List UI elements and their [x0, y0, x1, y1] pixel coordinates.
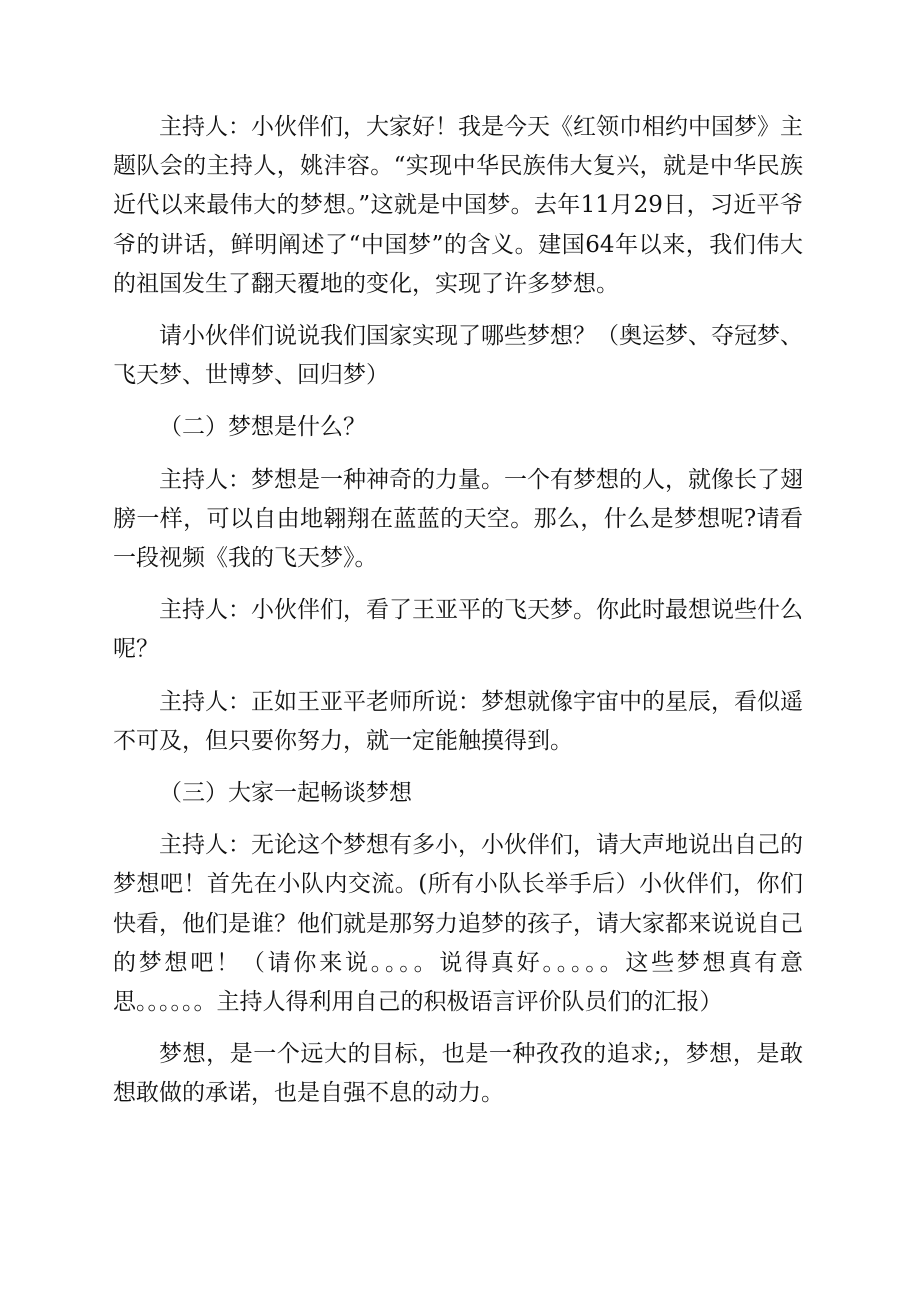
paragraph-dream-definition: 梦想，是一个远大的目标，也是一种孜孜的追求;，梦想，是敢想敢做的承诺，也是自强不息的动力。	[113, 1041, 803, 1107]
paragraph-host-share: 主持人：无论这个梦想有多小，小伙伴们，请大声地说出自己的梦想吧！首先在小队内交流。(所有小队长举手后）小伙伴们，你们快看，他们是谁？他们就是那努力追梦的孩子，请大家都来说说自己的梦想吧！（请你来说。。。。说得真好。。。。。这些梦想真有意思。。。。。。主持人得利用自己的积极语言评价队员们的汇报）	[113, 832, 803, 1016]
paragraph-host-dream-power: 主持人：梦想是一种神奇的力量。一个有梦想的人，就像长了翅膀一样，可以自由地翱翔在蓝蓝的天空。那么，什么是梦想呢?请看一段视频《我的飞天梦》。	[113, 466, 803, 572]
paragraph-question: 请小伙伴们说说我们国家实现了哪些梦想？（奥运梦、夺冠梦、飞天梦、世博梦、回归梦）	[113, 323, 803, 389]
section-heading-share-dreams: （三）大家一起畅谈梦想	[159, 780, 412, 807]
paragraph-host-stars: 主持人：正如王亚平老师所说：梦想就像宇宙中的星辰，看似遥不可及，但只要你努力，就一定能触摸得到。	[113, 688, 803, 754]
paragraph-host-intro: 主持人：小伙伴们，大家好！我是今天《红领巾相约中国梦》主题队会的主持人，姚沣容。“实现中华民族伟大复兴，就是中华民族近代以来最伟大的梦想。”这就是中国梦。去年11月29日，习近平爷爷的讲话，鲜明阐述了“中国梦”的含义。建国64年以来，我们伟大的祖国发生了翻天覆地的变化，实现了许多梦想。	[113, 114, 803, 297]
section-heading-what-is-dream: （二）梦想是什么？	[159, 414, 366, 441]
document-page	[113, 108, 803, 1127]
paragraph-host-wang-yaping: 主持人：小伙伴们，看了王亚平的飞天梦。你此时最想说些什么呢？	[113, 597, 803, 663]
